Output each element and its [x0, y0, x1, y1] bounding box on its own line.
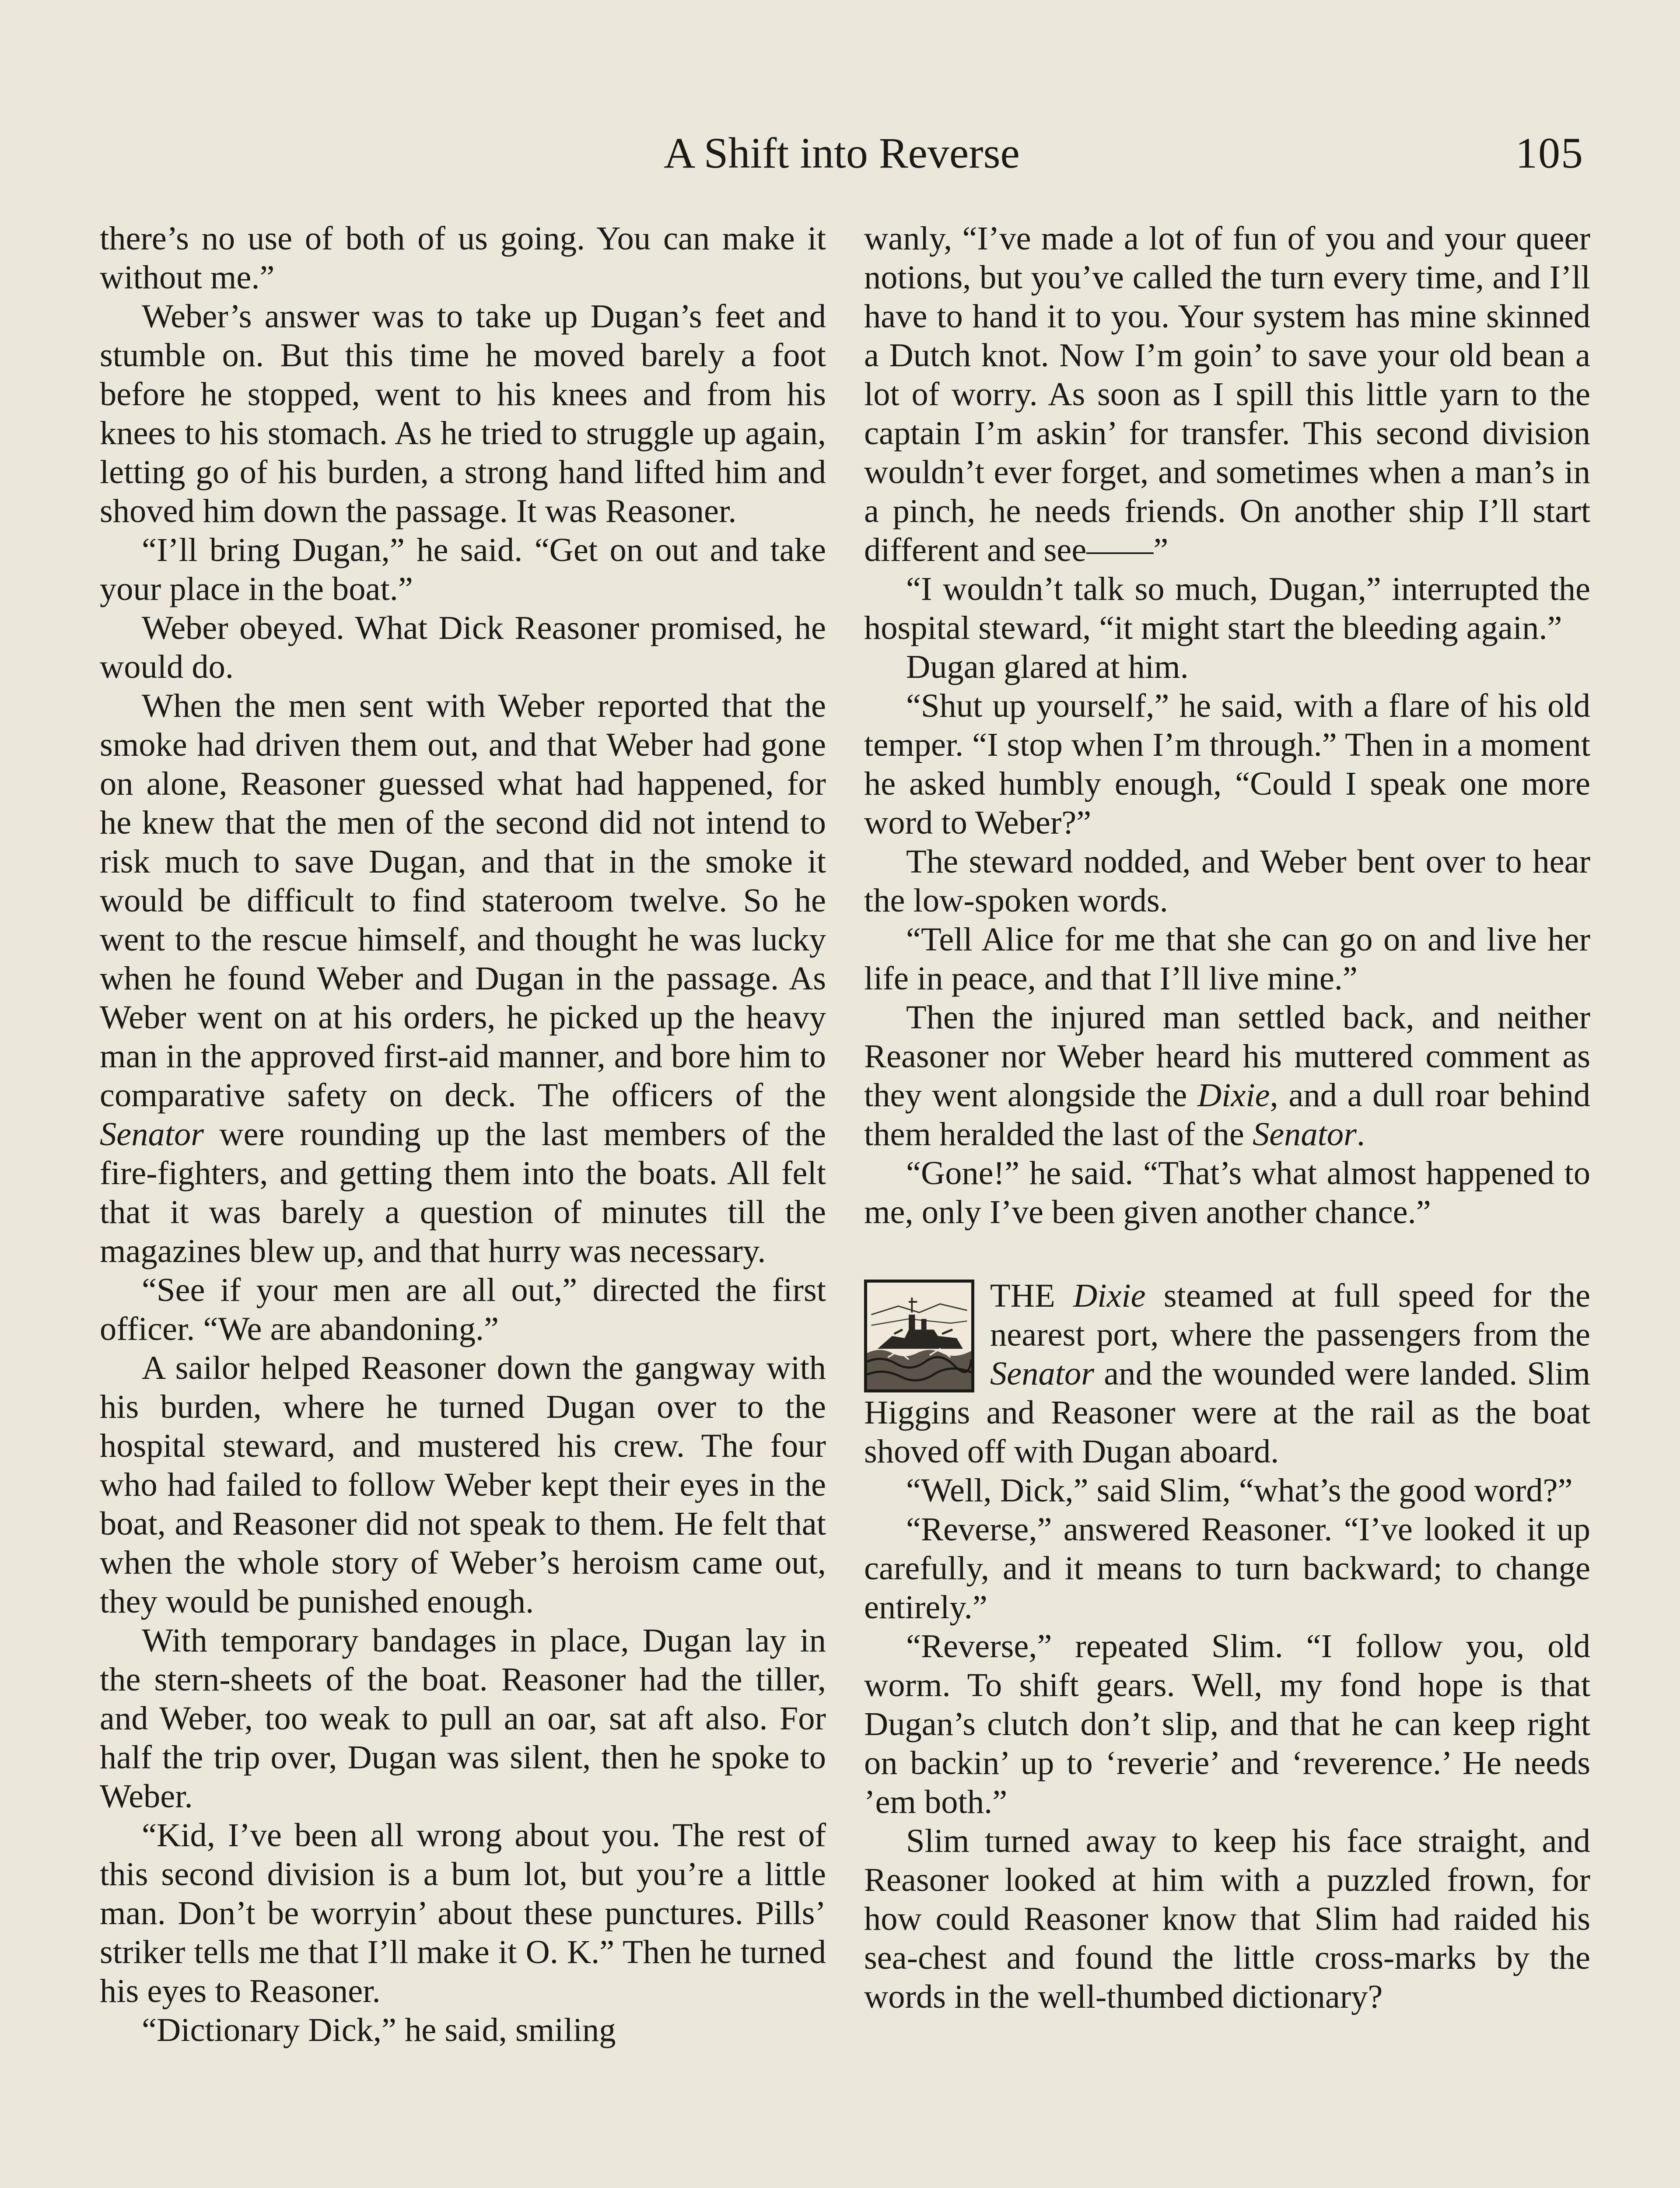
paragraph: wanly, “I’ve made a lot of fun of you and your queer notions, but you’ve called the turn every time, and I’ll have to hand it to you. Your system has mine skinned a Dutch knot. Now I’m goin’ to save your old bean a lot of worry. As soon as I spill this little yarn to the captain I’m askin’ for transfer. This second division wouldn’t ever forget, and sometimes when a man’s in a pinch, he needs friends. On another ship I’ll start different and see——”: [864, 220, 1590, 568]
paragraph: “Well, Dick,” said Slim, “what’s the good word?”: [906, 1472, 1573, 1509]
ship-name: Dixie: [1073, 1277, 1146, 1314]
paragraph: Dugan glared at him.: [906, 648, 1189, 685]
right-column: [864, 219, 1590, 2016]
paragraph: “Dictionary Dick,” he said, smiling: [142, 2011, 616, 2048]
paragraph: Slim turned away to keep his face straight, and Reasoner looked at him with a puzzled frown, for how could Reasoner know that Slim had raided his sea-chest and found the little cross-marks by the words in the well-thumbed dictionary?: [864, 1822, 1590, 2015]
paragraph: Weber’s answer was to take up Dugan’s feet and stumble on. But this time he moved barely a foot before he stopped, went to his knees and from his knees to his stomach. As he tried to struggle up again, letting go of his burden, a strong hand lifted him and shoved him down the passage. It was Reasoner.: [100, 298, 826, 529]
section-lead-word: THE: [990, 1277, 1055, 1314]
paragraph: With temporary bandages in place, Dugan lay in the stern-sheets of the boat. Reasoner had the tiller, and Weber, too weak to pull an oar, sat aft also. For half the trip over, Dugan was silent, then he spoke to Weber.: [100, 1622, 826, 1815]
left-column: [100, 219, 826, 2049]
paragraph: A sailor helped Reasoner down the gangway with his burden, where he turned Dugan over to the hospital steward, and mustered his crew. The four who had failed to follow Weber kept their eyes in the boat, and Reasoner did not speak to them. He felt that when the whole story of Weber’s heroism came out, they would be punished enough.: [100, 1349, 826, 1620]
paragraph: “Tell Alice for me that she can go on and live her life in peace, and that I’ll live mine.”: [864, 921, 1590, 997]
paragraph: “Kid, I’ve been all wrong about you. The rest of this second division is a bum lot, but you’re a little man. Don’t be worryin’ about these punctures. Pills’ striker tells me that I’ll make it O. K.” Then he turned his eyes to Reasoner.: [100, 1816, 826, 2009]
battleship-vignette-icon: [864, 1280, 974, 1392]
ship-name: Senator: [100, 1115, 204, 1153]
paragraph: “See if your men are all out,” directed the first officer. “We are abandoning.”: [100, 1271, 826, 1347]
section-break: [864, 1231, 1590, 1276]
paragraph: The steward nodded, and Weber bent over to hear the low-spoken words.: [864, 843, 1590, 919]
ship-name: Senator: [990, 1355, 1094, 1392]
paragraph: “Gone!” he said. “That’s what almost happened to me, only I’ve been given another chance.”: [864, 1154, 1590, 1231]
paragraph: THE Dixie steamed at full speed for the nearest port, where the passengers from the Senator and the wounded were landed. Slim Higgins and Reasoner were at the rail as the boat shoved off with Dugan aboard.: [864, 1277, 1591, 1470]
paragraph: “Shut up yourself,” he said, with a flare of his old temper. “I stop when I’m through.” Then in a moment he asked humbly enough, “Could I speak one more word to Weber?”: [864, 687, 1590, 841]
page-number: 105: [1516, 129, 1584, 177]
paragraph: “Reverse,” repeated Slim. “I follow you, old worm. To shift gears. Well, my fond hope is that Dugan’s clutch don’t slip, and that he can keep right on backin’ up to ‘reverie’ and ‘reverence.’ He needs ’em both.”: [864, 1627, 1590, 1820]
paragraph: Weber obeyed. What Dick Reasoner promised, he would do.: [100, 609, 826, 685]
paragraph: “I wouldn’t talk so much, Dugan,” interrupted the hospital steward, “it might start the bleeding again.”: [864, 570, 1590, 646]
ship-name: Senator: [1252, 1115, 1357, 1153]
ship-name: Dixie: [1197, 1076, 1270, 1114]
running-title: A Shift into Reverse: [664, 129, 1020, 177]
paragraph: Then the injured man settled back, and neither Reasoner nor Weber heard his muttered comment as they went alongside the Dixie, and a dull roar behind them heralded the last of the Senator.: [864, 999, 1591, 1153]
paragraph: there’s no use of both of us going. You can make it without me.”: [100, 220, 826, 296]
paragraph: “I’ll bring Dugan,” he said. “Get on out and take your place in the boat.”: [100, 531, 826, 607]
paragraph: “Reverse,” answered Reasoner. “I’ve looked it up carefully, and it means to turn backward; to change entirely.”: [864, 1511, 1590, 1626]
paragraph: When the men sent with Weber reported that the smoke had driven them out, and that Weber had gone on alone, Reasoner guessed what had happened, for he knew that the men of the second did not intend to risk much to save Dugan, and that in the smoke it would be difficult to find stateroom twelve. So he went to the rescue himself, and thought he was lucky when he found Weber and Dugan in the passage. As Weber went on at his orders, he picked up the heavy man in the approved first-aid manner, and bore him to comparative safety on deck. The officers of the Senator were rounding up the last members of the fire-fighters, and getting them into the boats. All felt that it was barely a question of minutes till the magazines blew up, and that hurry was necessary.: [100, 687, 826, 1269]
running-head: [100, 120, 1584, 186]
